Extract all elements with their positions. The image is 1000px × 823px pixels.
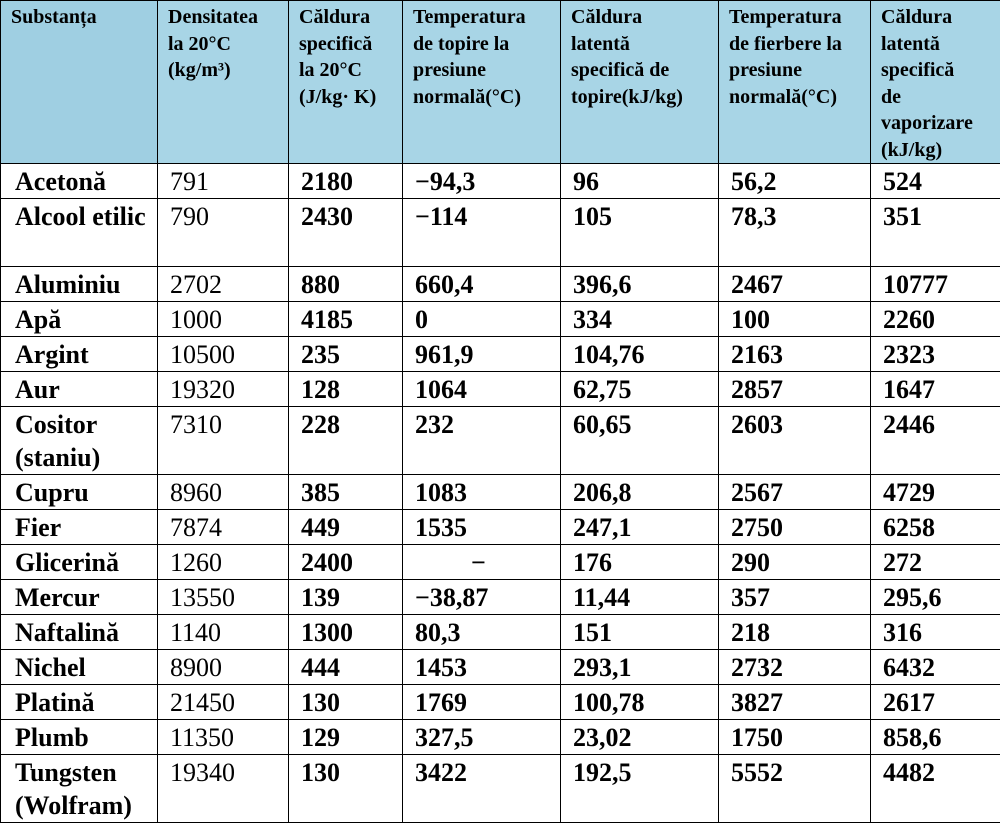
specific-heat-cell: 449 <box>289 510 403 545</box>
latent-heat-fusion-cell: 104,76 <box>561 337 719 372</box>
latent-heat-vaporization-cell: 6258 <box>871 510 1000 545</box>
latent-heat-fusion-cell: 60,65 <box>561 407 719 475</box>
substance-name: Naftalină <box>1 615 158 650</box>
specific-heat-cell: 228 <box>289 407 403 475</box>
boiling-point-cell: 100 <box>719 302 871 337</box>
latent-heat-vaporization-cell: 2260 <box>871 302 1000 337</box>
table-row <box>1 267 1000 302</box>
specific-heat-cell: 385 <box>289 475 403 510</box>
density-cell: 1000 <box>158 302 289 337</box>
melting-point-cell: 1535 <box>403 510 561 545</box>
latent-heat-vaporization-cell: 316 <box>871 615 1000 650</box>
melting-point-cell: 1769 <box>403 685 561 720</box>
specific-heat-cell: 2180 <box>289 164 403 199</box>
latent-heat-vaporization-cell: 2446 <box>871 407 1000 475</box>
table-row <box>1 372 1000 407</box>
melting-point-cell: −94,3 <box>403 164 561 199</box>
substance-name: Aluminiu <box>1 267 158 302</box>
substance-name: Tungsten (Wolfram) <box>1 755 158 823</box>
latent-heat-fusion-cell: 293,1 <box>561 650 719 685</box>
table-row <box>1 475 1000 510</box>
boiling-point-cell: 78,3 <box>719 199 871 267</box>
boiling-point-cell: 2163 <box>719 337 871 372</box>
table-row <box>1 615 1000 650</box>
specific-heat-cell: 235 <box>289 337 403 372</box>
melting-point-cell: 1064 <box>403 372 561 407</box>
table-header <box>1 1 1000 164</box>
melting-point-cell: 961,9 <box>403 337 561 372</box>
boiling-point-cell: 5552 <box>719 755 871 823</box>
specific-heat-cell: 2400 <box>289 545 403 580</box>
density-cell: 7310 <box>158 407 289 475</box>
substance-name: Mercur <box>1 580 158 615</box>
header-latent-heat-vaporization: Căldura latentă specifică de vaporizare (kJ/kg) <box>871 1 1000 164</box>
table-row <box>1 580 1000 615</box>
table-row <box>1 650 1000 685</box>
latent-heat-fusion-cell: 192,5 <box>561 755 719 823</box>
melting-point-cell: 80,3 <box>403 615 561 650</box>
header-melting-point: Temperatura de topire la presiune normală(°C) <box>403 1 561 164</box>
latent-heat-fusion-cell: 100,78 <box>561 685 719 720</box>
boiling-point-cell: 1750 <box>719 720 871 755</box>
density-cell: 8960 <box>158 475 289 510</box>
boiling-point-cell: 357 <box>719 580 871 615</box>
specific-heat-cell: 130 <box>289 755 403 823</box>
latent-heat-fusion-cell: 206,8 <box>561 475 719 510</box>
boiling-point-cell: 290 <box>719 545 871 580</box>
header-density: Densitatea la 20°C (kg/m³) <box>158 1 289 164</box>
specific-heat-cell: 129 <box>289 720 403 755</box>
latent-heat-fusion-cell: 23,02 <box>561 720 719 755</box>
table-body <box>1 164 1000 823</box>
substance-name: Glicerină <box>1 545 158 580</box>
latent-heat-vaporization-cell: 10777 <box>871 267 1000 302</box>
table-row <box>1 720 1000 755</box>
table-row <box>1 545 1000 580</box>
latent-heat-vaporization-cell: 858,6 <box>871 720 1000 755</box>
header-substance: Substanța <box>1 1 158 164</box>
melting-point-cell: 0 <box>403 302 561 337</box>
melting-point-cell: 3422 <box>403 755 561 823</box>
header-row <box>1 1 1000 164</box>
boiling-point-cell: 2857 <box>719 372 871 407</box>
boiling-point-cell: 2567 <box>719 475 871 510</box>
substance-name: Fier <box>1 510 158 545</box>
table-row <box>1 755 1000 823</box>
density-cell: 7874 <box>158 510 289 545</box>
melting-point-cell: 1453 <box>403 650 561 685</box>
table-row <box>1 685 1000 720</box>
latent-heat-fusion-cell: 176 <box>561 545 719 580</box>
substance-name: Cupru <box>1 475 158 510</box>
specific-heat-cell: 2430 <box>289 199 403 267</box>
boiling-point-cell: 2467 <box>719 267 871 302</box>
specific-heat-cell: 130 <box>289 685 403 720</box>
table-row <box>1 337 1000 372</box>
latent-heat-vaporization-cell: 4482 <box>871 755 1000 823</box>
melting-point-cell: 1083 <box>403 475 561 510</box>
header-boiling-point: Temperatura de fierbere la presiune normală(°C) <box>719 1 871 164</box>
boiling-point-cell: 2732 <box>719 650 871 685</box>
density-cell: 791 <box>158 164 289 199</box>
latent-heat-fusion-cell: 396,6 <box>561 267 719 302</box>
table-row <box>1 164 1000 199</box>
header-latent-heat-fusion: Căldura latentă specifică de topire(kJ/kg) <box>561 1 719 164</box>
boiling-point-cell: 56,2 <box>719 164 871 199</box>
substance-name: Argint <box>1 337 158 372</box>
latent-heat-fusion-cell: 62,75 <box>561 372 719 407</box>
latent-heat-fusion-cell: 151 <box>561 615 719 650</box>
latent-heat-vaporization-cell: 272 <box>871 545 1000 580</box>
boiling-point-cell: 218 <box>719 615 871 650</box>
substance-name: Apă <box>1 302 158 337</box>
substance-name: Acetonă <box>1 164 158 199</box>
density-cell: 2702 <box>158 267 289 302</box>
boiling-point-cell: 2750 <box>719 510 871 545</box>
table-row <box>1 302 1000 337</box>
density-cell: 1260 <box>158 545 289 580</box>
density-cell: 19320 <box>158 372 289 407</box>
specific-heat-cell: 128 <box>289 372 403 407</box>
density-cell: 10500 <box>158 337 289 372</box>
latent-heat-fusion-cell: 11,44 <box>561 580 719 615</box>
latent-heat-fusion-cell: 105 <box>561 199 719 267</box>
specific-heat-cell: 4185 <box>289 302 403 337</box>
density-cell: 8900 <box>158 650 289 685</box>
table-row <box>1 199 1000 267</box>
density-cell: 19340 <box>158 755 289 823</box>
specific-heat-cell: 444 <box>289 650 403 685</box>
latent-heat-vaporization-cell: 351 <box>871 199 1000 267</box>
latent-heat-vaporization-cell: 2323 <box>871 337 1000 372</box>
latent-heat-vaporization-cell: 2617 <box>871 685 1000 720</box>
melting-point-cell: −38,87 <box>403 580 561 615</box>
substance-name: Alcool etilic <box>1 199 158 267</box>
specific-heat-cell: 1300 <box>289 615 403 650</box>
latent-heat-vaporization-cell: 1647 <box>871 372 1000 407</box>
melting-point-cell: − <box>403 545 561 580</box>
melting-point-cell: 232 <box>403 407 561 475</box>
density-cell: 11350 <box>158 720 289 755</box>
density-cell: 790 <box>158 199 289 267</box>
table-row <box>1 407 1000 475</box>
boiling-point-cell: 3827 <box>719 685 871 720</box>
substance-name: Cositor (staniu) <box>1 407 158 475</box>
latent-heat-fusion-cell: 334 <box>561 302 719 337</box>
specific-heat-cell: 139 <box>289 580 403 615</box>
latent-heat-vaporization-cell: 4729 <box>871 475 1000 510</box>
latent-heat-vaporization-cell: 524 <box>871 164 1000 199</box>
melting-point-cell: −114 <box>403 199 561 267</box>
latent-heat-vaporization-cell: 295,6 <box>871 580 1000 615</box>
density-cell: 13550 <box>158 580 289 615</box>
substance-name: Platină <box>1 685 158 720</box>
specific-heat-cell: 880 <box>289 267 403 302</box>
latent-heat-fusion-cell: 247,1 <box>561 510 719 545</box>
substance-name: Plumb <box>1 720 158 755</box>
substance-name: Aur <box>1 372 158 407</box>
latent-heat-fusion-cell: 96 <box>561 164 719 199</box>
density-cell: 21450 <box>158 685 289 720</box>
latent-heat-vaporization-cell: 6432 <box>871 650 1000 685</box>
density-cell: 1140 <box>158 615 289 650</box>
header-specific-heat: Căldura specifică la 20°C (J/kg· K) <box>289 1 403 164</box>
table-row <box>1 510 1000 545</box>
boiling-point-cell: 2603 <box>719 407 871 475</box>
melting-point-cell: 327,5 <box>403 720 561 755</box>
substance-name: Nichel <box>1 650 158 685</box>
melting-point-cell: 660,4 <box>403 267 561 302</box>
